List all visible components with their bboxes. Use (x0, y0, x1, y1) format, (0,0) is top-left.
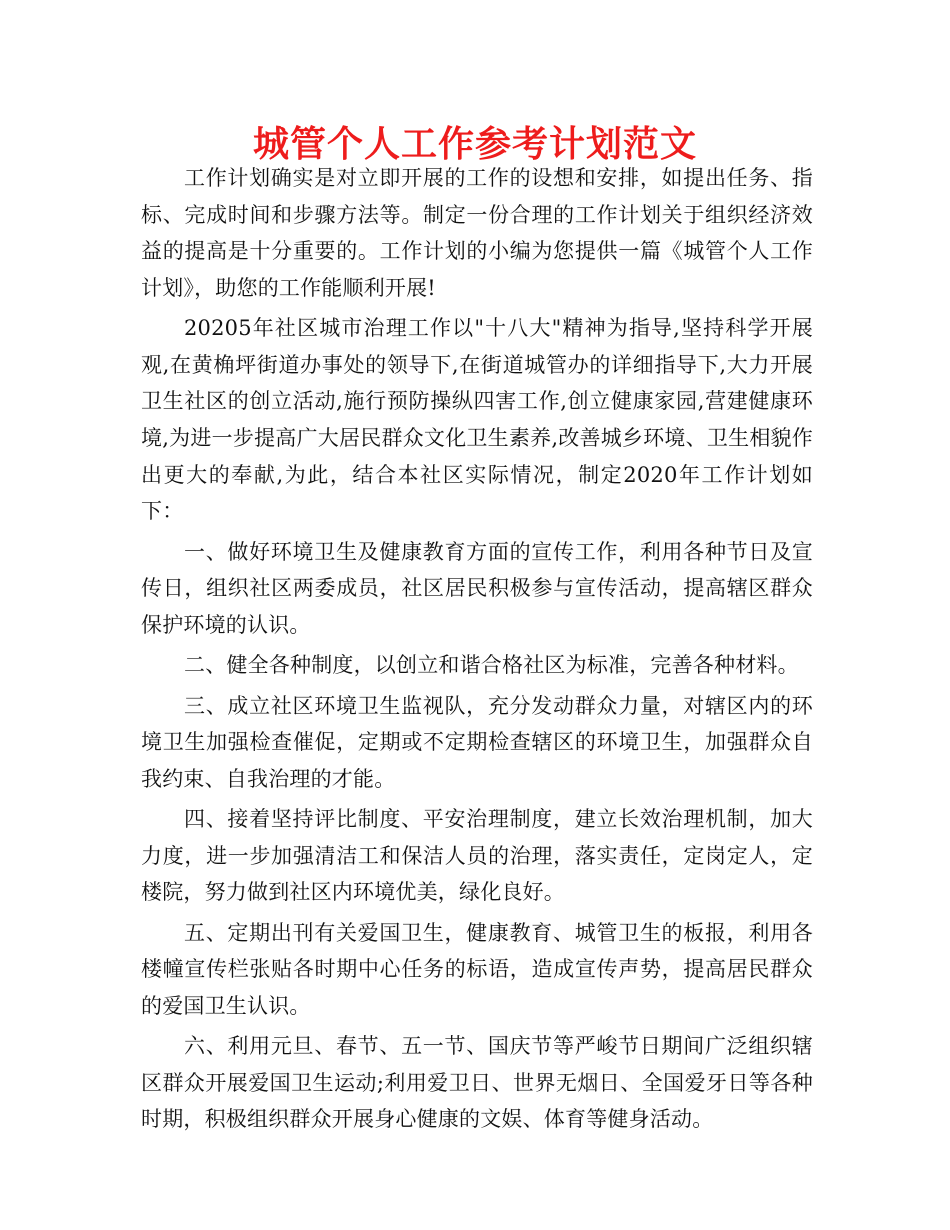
paragraph-item-4: 四、接着坚持评比制度、平安治理制度，建立长效治理机制，加大力度，进一步加强清洁工和保洁人员的治理，落实责任，定岗定人，定楼院，努力做到社区内环境优美，绿化良好。 (141, 807, 813, 905)
paragraph-item-1: 一、做好环境卫生及健康教育方面的宣传工作，利用各种节日及宣传日，组织社区两委成员，社区居民积极参与宣传活动，提高辖区群众保护环境的认识。 (141, 539, 813, 637)
paragraph-item-3: 三、成立社区环境卫生监视队，充分发动群众力量，对辖区内的环境卫生加强检查催促，定期或不定期检查辖区的环境卫生，加强群众自我约束、自我治理的才能。 (141, 693, 813, 791)
paragraph-item-2: 二、健全各种制度，以创立和谐合格社区为标准，完善各种材料。 (184, 653, 799, 678)
document-body (141, 160, 813, 1142)
paragraph-intro: 工作计划确实是对立即开展的工作的设想和安排，如提出任务、指标、完成时间和步骤方法等。制定一份合理的工作计划关于组织经济效益的提高是十分重要的。工作计划的小编为您提供一篇《城管个人工作计划》，助您的工作能顺利开展! (141, 166, 813, 300)
paragraph-overview: 20205年社区城市治理工作以"十八大"精神为指导,坚持科学开展观,在黄桷坪街道办事处的领导下,在街道城管办的详细指导下,大力开展卫生社区的创立活动,施行预防操纵四害工作,创立健康家园,营建健康环境,为进一步提高广大居民群众文化卫生素养,改善城乡环境、卫生相貌作出更大的奉献,为此，结合本社区实际情况，制定2020年工作计划如下： (141, 316, 813, 524)
document-title: 城管个人工作参考计划范文 (252, 124, 697, 165)
paragraph-item-6: 六、利用元旦、春节、五一节、国庆节等严峻节日期间广泛组织辖区群众开展爱国卫生运动;利用爱卫日、世界无烟日、全国爱牙日等各种时期，积极组织群众开展身心健康的文娱、体育等健身活动。 (141, 1034, 813, 1132)
paragraph-item-5: 五、定期出刊有关爱国卫生，健康教育、城管卫生的板报，利用各楼幢宣传栏张贴各时期中心任务的标语，造成宣传声势，提高居民群众的爱国卫生认识。 (141, 920, 813, 1018)
